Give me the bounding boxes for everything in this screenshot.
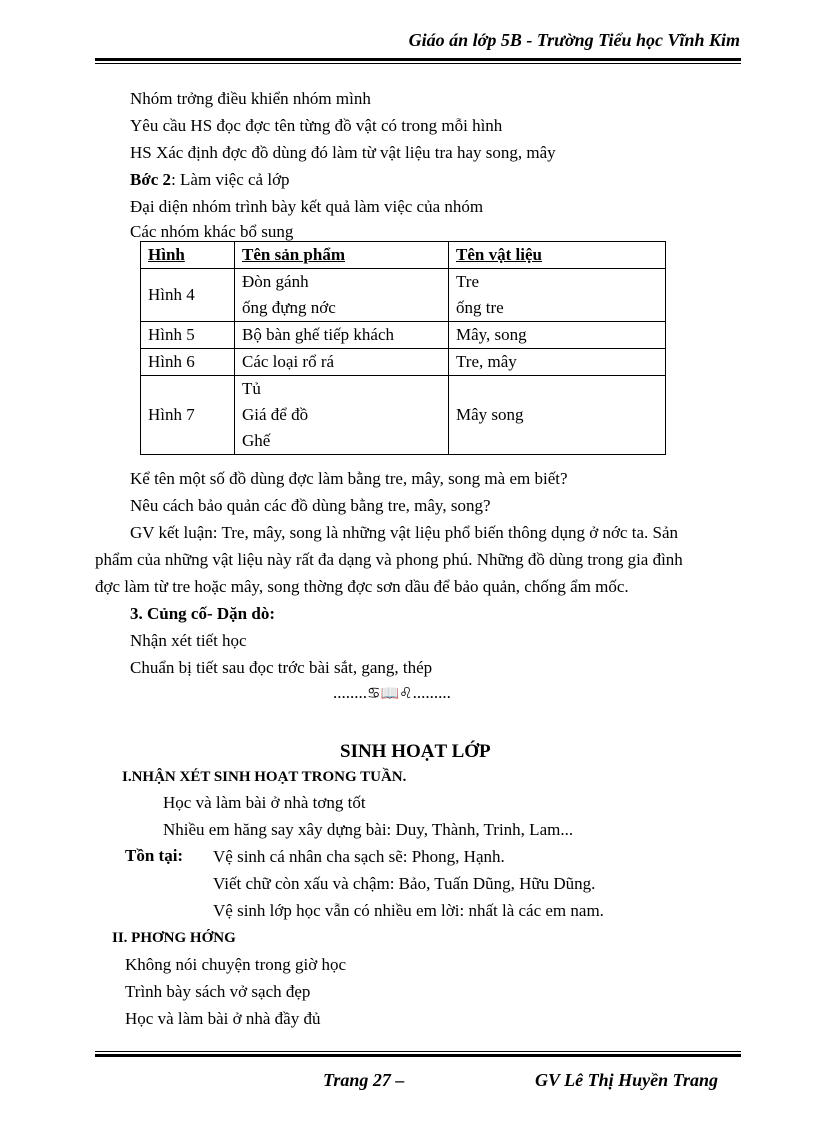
header-ten-vat-lieu: Tên vật liệu	[449, 242, 666, 269]
divider-dots-right: .........	[412, 683, 451, 702]
cell-line: Mây, song	[456, 325, 527, 344]
table-header-row	[141, 242, 666, 269]
cell-hinh: Hình 7	[141, 376, 235, 455]
part2-title: II. PHƠNG HỚNG	[112, 930, 236, 946]
header-hinh: Hình	[141, 242, 235, 269]
question-ke-ten: Kể tên một số đồ dùng đợc làm bằng tre, mây, song mà em biết?	[130, 469, 568, 488]
conclusion-line-2: phẩm của những vật liệu này rất đa dạng và phong phú. Những đồ dùng trong gia đình	[95, 550, 683, 569]
conclusion-line-1: GV kết luận: Tre, mây, song là những vật liệu phổ biến thông dụng ở nớc ta. Sản	[130, 523, 679, 542]
table-row	[141, 349, 666, 376]
materials-table	[140, 241, 666, 455]
divider-dots-left: ........	[333, 683, 367, 702]
line-yeu-cau: Yêu cầu HS đọc đợc tên từng đồ vật có trong mỗi hình	[130, 116, 503, 135]
step2-line	[130, 170, 290, 190]
step2-text: : Làm việc cả lớp	[171, 170, 290, 189]
footer-rule-thick	[95, 1054, 741, 1057]
question-bao-quan: Nêu cách bảo quản các đồ dùng bằng tre, mây, song?	[130, 496, 491, 515]
cell-san-pham	[235, 269, 449, 322]
part2-item: Không nói chuyện trong giờ học	[125, 955, 346, 974]
header-title: Giáo án lớp 5B - Trường Tiểu học Vĩnh Kim	[408, 30, 740, 50]
cell-san-pham	[235, 349, 449, 376]
table-row	[141, 376, 666, 455]
ornament-divider	[333, 683, 451, 703]
footer-page: Trang 27 –	[323, 1070, 405, 1090]
line-nhom-truong: Nhóm trởng điều khiển nhóm mình	[130, 89, 371, 108]
cell-line: Tre	[456, 272, 479, 291]
cell-hinh: Hình 5	[141, 322, 235, 349]
footer-rule-thin	[95, 1051, 741, 1052]
cell-hinh: Hình 4	[141, 269, 235, 322]
line-dai-dien: Đại diện nhóm trình bày kết quả làm việc của nhóm	[130, 197, 484, 216]
cell-san-pham	[235, 376, 449, 455]
ton-tai-item: Vệ sinh lớp học vẫn có nhiều em lời: nhất là các em nam.	[213, 901, 604, 920]
ton-tai-item: Viết chữ còn xấu và chậm: Bảo, Tuấn Dũng, Hữu Dũng.	[213, 874, 596, 893]
step2-label: Bớc 2	[130, 170, 172, 189]
cell-line: ống tre	[456, 298, 504, 317]
cell-vat-lieu	[449, 376, 666, 455]
table-row	[141, 322, 666, 349]
conclusion-line-3: đợc làm từ tre hoặc mây, song thờng đợc sơn dầu để bảo quản, chống ẩm mốc.	[95, 577, 629, 596]
footer-teacher: GV Lê Thị Huyền Trang	[535, 1070, 719, 1090]
part1-title: I.NHẬN XÉT SINH HOẠT TRONG TUẦN.	[122, 769, 407, 785]
ton-tai-item: Vệ sinh cá nhân cha sạch sẽ: Phong, Hạnh.	[213, 847, 505, 866]
cell-line: Tre, mây	[456, 352, 517, 371]
part2-item: Học và làm bài ở nhà đầy đủ	[125, 1009, 321, 1028]
header-rule-thin	[95, 63, 741, 64]
header-ten-san-pham: Tên sản phẩm	[235, 242, 449, 269]
cell-line: Mây song	[456, 405, 524, 424]
cell-line: Đòn gánh	[242, 272, 309, 291]
cell-san-pham	[235, 322, 449, 349]
section3-title: 3. Củng cố- Dặn dò:	[130, 604, 275, 623]
cell-line: Các loại rổ rá	[242, 352, 335, 371]
section3-item: Chuẩn bị tiết sau đọc trớc bài sắt, gang, thép	[130, 658, 433, 677]
cell-vat-lieu	[449, 322, 666, 349]
cell-vat-lieu	[449, 269, 666, 322]
cell-hinh: Hình 6	[141, 349, 235, 376]
part1-item: Nhiều em hăng say xây dựng bài: Duy, Thành, Trinh, Lam...	[163, 820, 574, 839]
cell-line: Tủ	[242, 379, 261, 398]
table-row	[141, 269, 666, 322]
part2-item: Trình bày sách vở sạch đẹp	[125, 982, 311, 1001]
cell-line: Ghế	[242, 431, 271, 450]
section3-item: Nhận xét tiết học	[130, 631, 247, 650]
header-rule-thick	[95, 58, 741, 61]
cell-vat-lieu	[449, 349, 666, 376]
line-xac-dinh: HS Xác định đợc đồ dùng đó làm từ vật liệu tra hay song, mây	[130, 143, 556, 162]
ornament-icon: ♋📖♌	[367, 684, 413, 702]
sinh-hoat-title: SINH HOẠT LỚP	[340, 741, 491, 762]
part1-item: Học và làm bài ở nhà tơng tốt	[163, 793, 366, 812]
ton-tai-label: Tồn tại:	[125, 846, 184, 865]
line-bo-sung: Các nhóm khác bổ sung	[130, 222, 294, 241]
cell-line: ống đựng nớc	[242, 298, 336, 317]
cell-line: Giá để đồ	[242, 405, 309, 424]
cell-line: Bộ bàn ghế tiếp khách	[242, 325, 395, 344]
